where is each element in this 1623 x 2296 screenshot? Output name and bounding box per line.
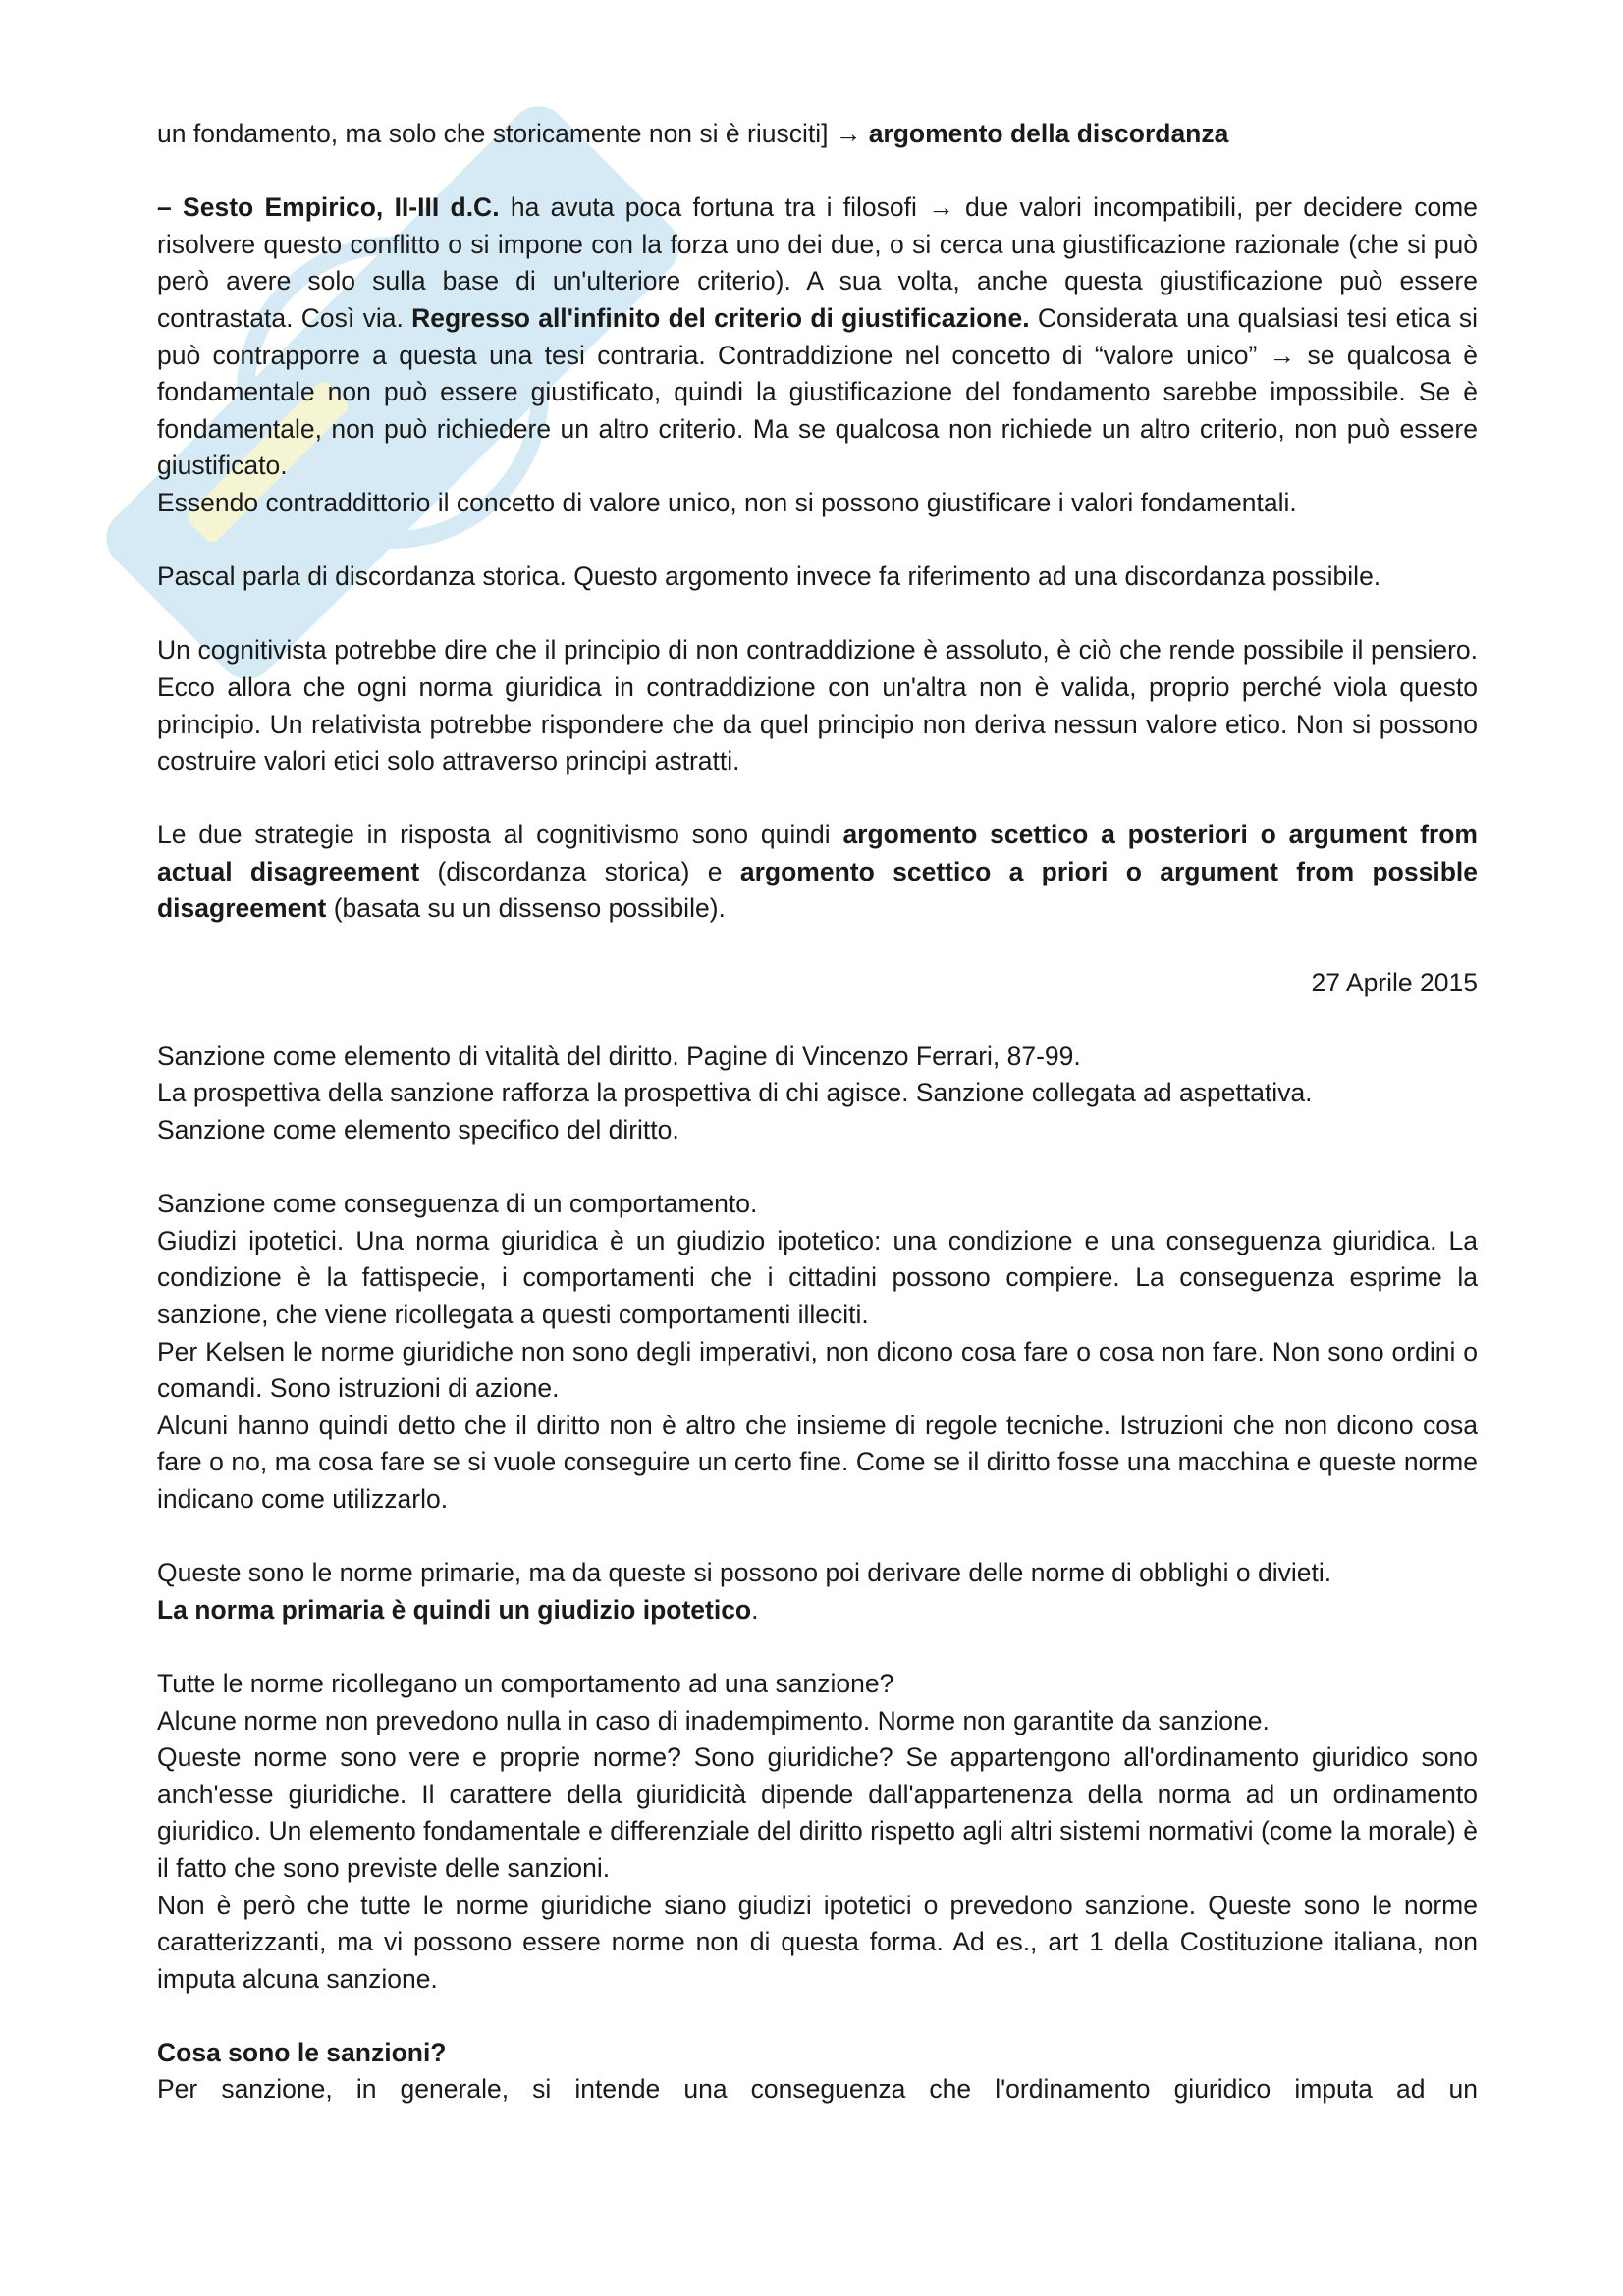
bold-priori: argomento scettico a priori o argument from possible disagreement — [157, 856, 1478, 924]
bold-norma-primaria: La norma primaria è quindi un giudizio ipotetico — [157, 1594, 752, 1625]
paragraph-cognitivista: Un cognitivista potrebbe dire che il principio di non contraddizione è assoluto, è ciò che rende possibile il pensiero. Ecco allora che ogni norma giuridica in contraddizione con un'altra non è valida, proprio perché viola questo principio. Un relativista potrebbe rispondere che da quel principio non deriva nessun valore etico. Non si possono costruire valori etici solo attraverso principi astratti. — [157, 635, 1478, 776]
bold-discordanza: → argomento della discordanza — [835, 119, 1229, 148]
paragraph-norma-primaria: La norma primaria è quindi un giudizio ipotetico. — [157, 1594, 759, 1625]
paragraph-costituzione: Non è però che tutte le norme giuridiche siano giudizi ipotetici o prevedono sanzione. Queste sono le norme caratterizzanti, ma vi possono essere norme non di questa forma. Ad es., art 1 della Costituzione italiana, non imputa alcuna sanzione. — [157, 1890, 1478, 1994]
paragraph-domanda-sanzione: Tutte le norme ricollegano un comportamento ad una sanzione? — [157, 1668, 894, 1698]
date-heading: 27 Aprile 2015 — [1311, 967, 1478, 997]
paragraph-giuridicita: Queste norme sono vere e proprie norme? Sono giuridiche? Se appartengono all'ordinamento giuridico sono anch'esse giuridiche. Il carattere della giuridicità dipende dall'appartenenza della norma ad un ordinamento giuridico. Un elemento fondamentale e differenziale del diritto rispetto agli altri sistemi normativi (come la morale) è il fatto che sono previste delle sanzioni. — [157, 1742, 1478, 1883]
paragraph-sesto-empirico: – Sesto Empirico, II-III d.C. ha avuta poca fortuna tra i filosofi → due valori incompatibili, per decidere come risolvere questo conflitto o si impone con la forza uno dei due, o si cerca una giustificazione razionale (che si può però avere solo sulla base di un'ulteriore criterio). A sua volta, anche questa giustificazione può essere contrastata. Così via. Regresso all'infinito del criterio di giustificazione. Considerata una qualsiasi tesi etica si può contrapporre a questa una tesi contraria. Contraddizione nel concetto di “valore unico” → se qualcosa è fondamentale non può essere giustificato, quindi la giustificazione del fondamento sarebbe impossibile. Se è fondamentale, non può richiedere un altro criterio. Ma se qualcosa non richiede un altro criterio, non può essere giustificato. — [157, 192, 1479, 481]
paragraph-regole-tecniche: Alcuni hanno quindi detto che il diritto non è altro che insieme di regole tecniche. Istruzioni che non dicono cosa fare o no, ma cosa fare se si vuole conseguire un certo fine. Come se il diritto fosse una macchina e queste norme indicano come utilizzarlo. — [157, 1410, 1478, 1514]
paragraph-prospettiva: La prospettiva della sanzione rafforza la prospettiva di chi agisce. Sanzione collegata ad aspettativa. — [157, 1078, 1313, 1108]
paragraph-vitalita: Sanzione come elemento di vitalità del diritto. Pagine di Vincenzo Ferrari, 87-99. — [157, 1041, 1081, 1071]
bold-regresso: Regresso all'infinito del criterio di giustificazione. — [411, 302, 1030, 333]
bold-posteriori: argomento scettico a posteriori o argument from actual disagreement — [157, 820, 1478, 886]
paragraph-1: un fondamento, ma solo che storicamente non si è riusciti] → argomento della discordanza — [157, 119, 1229, 148]
paragraph-norme-primarie: Queste sono le norme primarie, ma da queste si possono poi derivare delle norme di obblighi o divieti. — [157, 1558, 1332, 1588]
document-page — [157, 116, 1478, 2109]
paragraph-definizione-sanzione: Per sanzione, in generale, si intende una conseguenza che l'ordinamento giuridico imputa ad un — [157, 2074, 1478, 2105]
paragraph-giudizi-ipotetici: Giudizi ipotetici. Una norma giuridica è un giudizio ipotetico: una condizione e una conseguenza giuridica. La condizione è la fattispecie, i comportamenti che i cittadini possono compiere. La conseguenza esprime la sanzione, che viene ricollegata a questi comportamenti illeciti. — [157, 1225, 1478, 1329]
paragraph-conseguenza: Sanzione come conseguenza di un comportamento. — [157, 1189, 758, 1219]
paragraph-elemento-specifico: Sanzione come elemento specifico del diritto. — [157, 1115, 679, 1146]
paragraph-valore-unico: Essendo contraddittorio il concetto di valore unico, non si possono giustificare i valori fondamentali. — [157, 487, 1297, 517]
paragraph-kelsen: Per Kelsen le norme giuridiche non sono degli imperativi, non dicono cosa fare o cosa non fare. Non sono ordini o comandi. Sono istruzioni di azione. — [157, 1336, 1478, 1404]
bold-sesto-empirico: – Sesto Empirico, II-III d.C. — [157, 192, 500, 223]
paragraph-pascal: Pascal parla di discordanza storica. Questo argomento invece fa riferimento ad una discordanza possibile. — [157, 561, 1381, 592]
section-heading-sanzioni: Cosa sono le sanzioni? — [157, 2037, 447, 2067]
paragraph-inadempimento: Alcune norme non prevedono nulla in caso di inadempimento. Norme non garantite da sanzione. — [157, 1705, 1270, 1735]
paragraph-strategie: Le due strategie in risposta al cognitivismo sono quindi argomento scettico a posteriori o argument from actual disagreement (discordanza storica) e argomento scettico a priori o argument from possible disagreement (basata su un dissenso possibile). — [157, 820, 1478, 924]
